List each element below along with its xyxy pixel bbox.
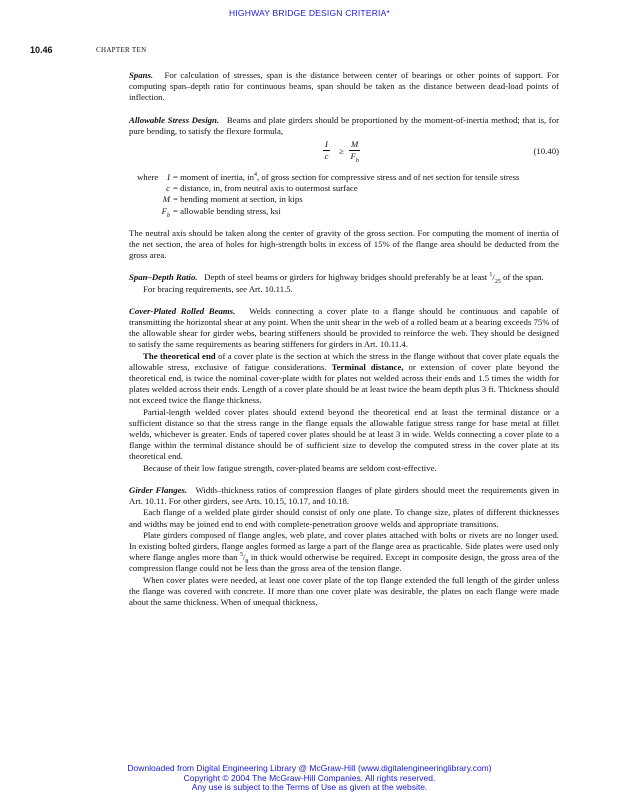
formula-rhs: $\frac{M}{F_b}$ [350,139,359,164]
span-depth-heading: Span–Depth Ratio. [129,272,198,283]
cover-plates-paragraph: When cover plates were needed, at least one cover plate of the top flange extended the full length of the girder unless the flange was covered with concrete. If more than one cover plate was desirable, the plates on each flange were made about the same thickness. When of unequal thickness, [129,574,559,607]
where-label: where I [136,172,170,183]
spans-heading: Spans. [129,70,154,80]
where-symbol: c [166,183,170,194]
spans-paragraph [129,70,559,104]
page-number: 10.46 [30,45,53,55]
cover-plated-paragraph: Cover-Plated Rolled Beams. Welds connecting a cover plate to a flange should be continuous and capable of transmitting the horizontal shear at any point. When the unit shear in the web of a rolled beam at a bearing exceeds 75% of the allowable shear for girder webs, bearing stiffeners should be provided to reinforce the web. They should be designed to satisfy the same requirements as bearing stiffeners for girders in Art. 10.11.4. [129,305,560,350]
footer-copyright-line: Copyright © 2004 The McGraw-Hill Companies. All rights reserved. [183,772,436,783]
fatigue-paragraph: Because of their low fatigue strength, cover-plated beams are seldom cost-effective. [143,462,437,473]
allowable-paragraph [129,115,559,137]
cover-plated-heading: Cover-Plated Rolled Beams. [129,305,236,316]
footer-download-line[interactable]: Downloaded from Digital Engineering Library @ McGraw-Hill (www.digitalengineeringlibrary.com) [127,763,492,773]
where-item: = moment of inertia, $in^4$, of gross section for compressive stress and of net section for tensile stress [173,172,520,183]
allowable-heading: Allowable Stress Design. [129,114,220,125]
where-item: = allowable bending stress, ksi [173,205,281,216]
equation-number: (10.40) [533,146,559,157]
welded-flange-paragraph: Each flange of a welded plate girder should consist of only one plate. To change size, plates of different thicknesses and widths may be joined end to end with complete-penetration groove welds and appropriate transitions. [129,507,559,529]
where-item: = bending moment at section, in kips [173,194,303,205]
footer-terms-line[interactable]: Any use is subject to the Terms of Use as given at the website. [191,782,428,792]
ratio-numerator: 1 [489,272,493,279]
girder-flanges-paragraph: Girder Flanges. Width–thickness ratios of compression flanges of plate girders should meet the requirements given in Art. 10.11. For other girders, see Arts. 10.15, 10.17, and 10.18. [129,484,559,507]
chapter-title: CHAPTER TEN [96,46,147,54]
partial-length-paragraph: Partial-length welded cover plates should extend beyond the theoretical end at least the terminal distance or a sufficient distance so that the stress range in the flange equals the allowable fatigue stress range for base metal at fillet welds, whichever is greater. Ends of tapered cover plates should be at least 3 in wide. Welds connecting a cover plate to a flange within the terminal distance should be of sufficient size to develop the computed stress in the cover plate at its theoretical end. [129,406,559,462]
bolted-girder-paragraph: Plate girders composed of flange angles, web plate, and cover plates attached with bolts or rivets are no longer used. In existing bolted girders, flange angles formed as large a part of the flange area as practicable. Side plates were used only where flange angles more than $^5/_8$ in thick would otherwise be required. Except in composite design, the gross area of the compression flange could not be less than the gross area of the tension flange. [129,529,559,574]
where-list [129,172,559,217]
top-banner: HIGHWAY BRIDGE DESIGN CRITERIA* [229,8,390,18]
formula-operator: ≥ [339,146,344,157]
span-depth-paragraph: Span–Depth Ratio. Depth of steel beams or girders for highway bridges should preferably be at least $^1/_{25}$ of the span. [129,272,544,286]
where-symbol: M [162,194,170,205]
flexure-formula [129,139,559,169]
where-symbol: $F_b$ [161,205,170,219]
girder-flanges-heading: Girder Flanges. [129,484,188,495]
footer [0,764,619,793]
allowable-text: Beams and plate girders should be proportioned by the moment-of-inertia method; that is, for pure bending, to satisfy the flexure formula, [129,114,560,136]
bracing-paragraph: For bracing requirements, see Art. 10.11.5. [143,283,293,294]
page-body [129,70,559,608]
theoretical-end-paragraph: The theoretical end of a cover plate is the section at which the stress in the flange without that cover plate equals the allowable stress, exclusive of fatigue considerations. Terminal distance, or extension of cover plate beyond the theoretical end, is twice the nominal cover-plate width for plates not welded across their ends and 1.5 times the width for plates welded across their ends. Length of a cover plate should be at least twice the beam depth plus 3 ft. Thickness should not exceed twice the flange thickness. [129,350,560,406]
where-item: = distance, in, from neutral axis to outermost surface [173,183,358,194]
ratio-denominator: 25 [494,279,501,286]
spans-text: For calculation of stresses, span is the distance between center of bearings or other points of support. For computing span–depth ratio for continuous beams, span should be taken as the distance between dead-load points of inflection. [129,70,559,103]
formula-lhs: $\frac{I}{c}$ [324,139,329,162]
neutral-axis-paragraph: The neutral axis should be taken along the center of gravity of the gross section. For computing the moment of inertia of the net section, the area of holes for high-strength bolts in excess of 15% of the flange area should be deducted from the gross area. [129,227,559,261]
